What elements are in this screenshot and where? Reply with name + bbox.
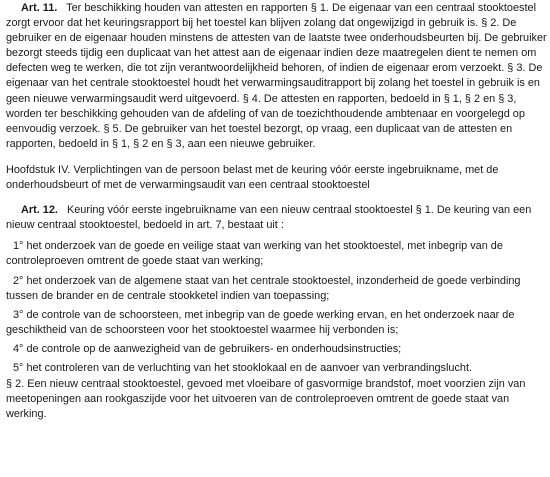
article-12-intro-text: Keuring vóór eerste ingebruikname van een nieuw centraal stooktoestel § 1. De keuring van een nieuw centraal stooktoestel, bedoeld in art. 7, bestaat uit :	[6, 204, 532, 232]
article-12-paragraph-2: § 2. Een nieuw centraal stooktoestel, gevoed met vloeibare of gasvormige brandstof, moet voorzien zijn van meetopeningen aan rookgaszijde voor het uitvoeren van de controleproeven omtrent de goede staat van werking.	[6, 378, 526, 421]
article-11-text: Ter beschikking houden van attesten en rapporten § 1. De eigenaar van een centraal stooktoestel zorgt ervoor dat het keuringsrapport bij het toestel kan blijven zolang dat ongewijzigd in gebruik is. § 2. De gebruiker en de eigenaar houden minstens de attesten van de laatste twee onderhoudsbeurten bij. De gebruiker bezorgt steeds tijdig een duplicaat van het attest aan de eigenaar indien deze maatregelen dient te nemen om defecten weg te werken, die tot zijn verantwoordelijkheid behoren, of indien de eigenaar erom verzoekt. § 3. De eigenaar van het centrale stooktoestel houdt het verwarmingsauditrapport bij zolang het toestel in gebruik is en geen nieuwe verwarmingsaudit werd uitgevoerd. § 4. De attesten en rapporten, bedoeld in § 1, § 2 en § 3, worden ter beschikking gehouden van de afdeling of van de toezichthoudende ambtenaar en voorgelegd op eenvoudig verzoek. § 5. De gebruiker van het toestel bezorgt, op vraag, een duplicaat van de attesten en rapporten, bedoeld in § 1, § 2 en § 3, aan een nieuwe gebruiker.	[6, 2, 547, 150]
article-12-item-2: 2° het onderzoek van de algemene staat van het centrale stooktoestel, inzonderheid de goede verbinding tussen de brander en de centrale stookketel indien van toepassing;	[6, 274, 521, 302]
article-12-item-1: 1° het onderzoek van de goede en veilige staat van werking van het stooktoestel, met inbegrip van de controleproeven omtrent de goede staat van werking;	[6, 240, 503, 268]
article-12-item-3: 3° de controle van de schoorsteen, met inbegrip van de goede werking ervan, en het onderzoek naar de geschiktheid van de schoorsteen voor het stooktoestel waarmee hij verbonden is;	[6, 308, 515, 336]
chapter-heading: Hoofdstuk IV. Verplichtingen van de persoon belast met de keuring vóór eerste ingebruikname, met de onderhoudsbeurt of met de verwarmingsaudit van een centraal stooktoestel	[6, 163, 499, 192]
article-12-item-5: 5° het controleren van de verluchting van het stooklokaal en de aanvoer van verbrandingslucht.	[13, 361, 473, 374]
article-11-number: Art. 11.	[21, 2, 58, 14]
article-12-intro	[6, 203, 547, 233]
article-11	[6, 1, 547, 152]
article-12-item-4: 4° de controle op de aanwezigheid van de gebruikers- en onderhoudsinstructies;	[13, 342, 402, 355]
article-12-number: Art. 12.	[21, 204, 58, 217]
